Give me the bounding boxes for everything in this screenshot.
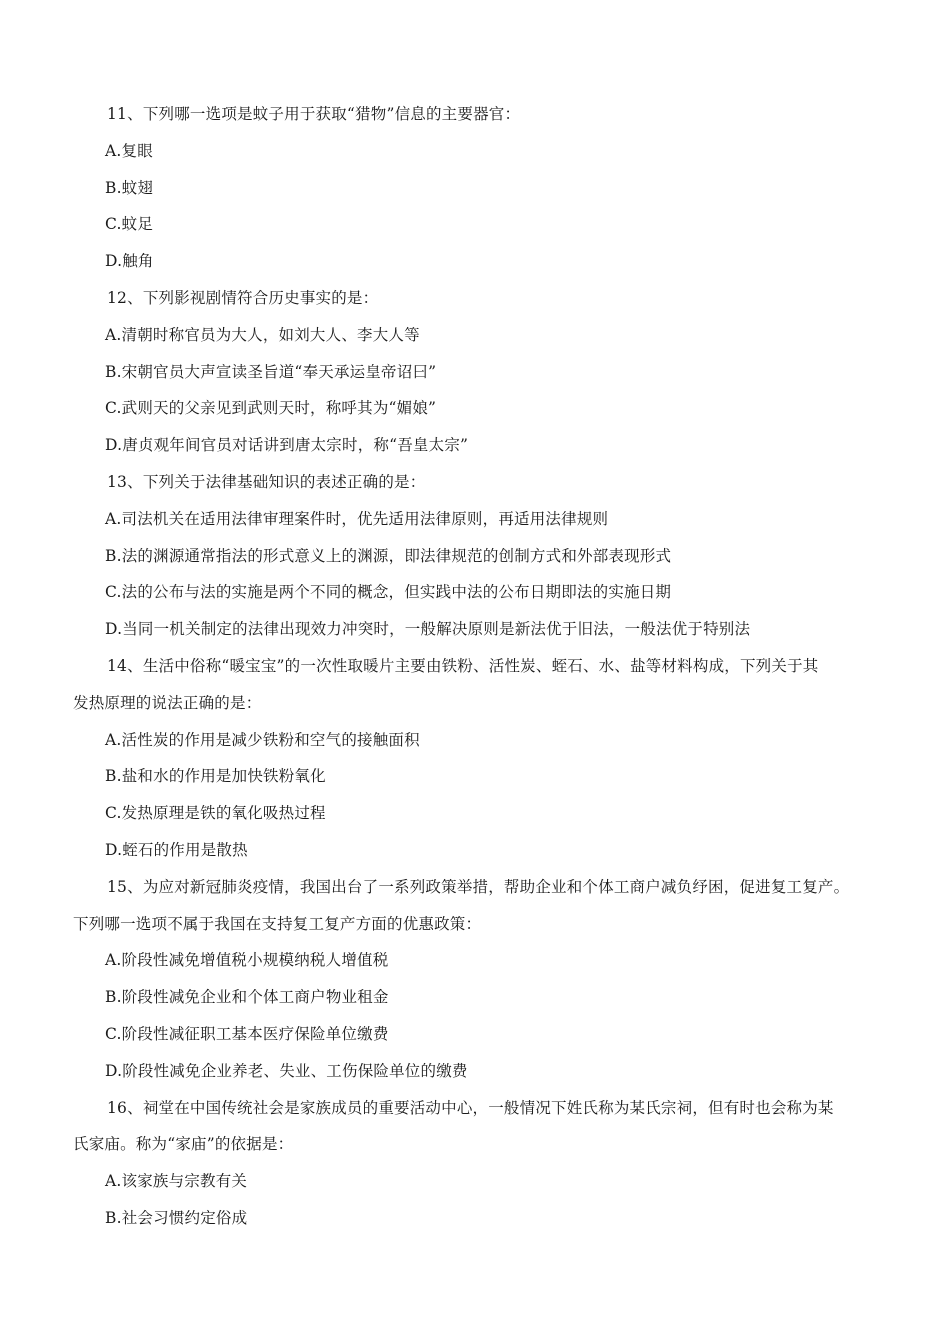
question-14-option-a: A.活性炭的作用是减少铁粉和空气的接触面积 — [105, 730, 420, 749]
question-14-option-b: B.盐和水的作用是加快铁粉氧化 — [105, 767, 326, 786]
question-14-option-d: D.蛭石的作用是散热 — [105, 840, 248, 859]
question-16-stem-cont: 氏家庙。称为“家庙”的依据是： — [73, 1135, 294, 1154]
question-15-option-c: C.阶段性减征职工基本医疗保险单位缴费 — [105, 1024, 389, 1043]
question-13-stem: 13、下列关于法律基础知识的表述正确的是： — [107, 472, 426, 491]
question-13-option-c: C.法的公布与法的实施是两个不同的概念，但实践中法的公布日期即法的实施日期 — [105, 583, 672, 602]
question-12-stem: 12、下列影视剧情符合历史事实的是： — [107, 288, 379, 307]
question-11-stem: 11、下列哪一选项是蚊子用于获取“猎物”信息的主要器官： — [107, 105, 521, 123]
question-12-option-d: D.唐贞观年间官员对话讲到唐太宗时，称“吾皇太宗” — [105, 436, 469, 455]
question-15-stem: 15、为应对新冠肺炎疫情，我国出台了一系列政策举措，帮助企业和个体工商户减负纾困，促进复工复产。 — [107, 877, 850, 896]
question-14-stem-cont: 发热原理的说法正确的是： — [73, 693, 262, 712]
question-15-option-d: D.阶段性减免企业养老、失业、工伤保险单位的缴费 — [105, 1061, 468, 1080]
exam-page — [0, 96, 950, 1237]
question-12-option-c: C.武则天的父亲见到武则天时，称呼其为“媚娘” — [105, 399, 437, 418]
question-12-option-b: B.宋朝官员大声宣读圣旨道“奉天承运皇帝诏曰” — [105, 362, 437, 381]
question-14-option-c: C.发热原理是铁的氧化吸热过程 — [105, 804, 326, 823]
question-11-option-a: A.复眼 — [105, 141, 153, 160]
question-15-option-a: A.阶段性减免增值税小规模纳税人增值税 — [105, 951, 389, 970]
question-11-option-d: D.触角 — [105, 252, 154, 271]
question-11-option-c: C.蚊足 — [105, 215, 154, 234]
question-16-stem: 16、祠堂在中国传统社会是家族成员的重要活动中心，一般情况下姓氏称为某氏宗祠，但有时也会称为某 — [107, 1098, 834, 1117]
question-15-option-b: B.阶段性减免企业和个体工商户物业租金 — [105, 988, 389, 1007]
question-12-option-a: A.清朝时称官员为大人，如刘大人、李大人等 — [105, 325, 420, 344]
question-13-option-a: A.司法机关在适用法律审理案件时，优先适用法律原则，再适用法律规则 — [105, 509, 609, 528]
question-13-option-b: B.法的渊源通常指法的形式意义上的渊源，即法律规范的创制方式和外部表现形式 — [105, 546, 672, 565]
question-13-option-d: D.当同一机关制定的法律出现效力冲突时，一般解决原则是新法优于旧法，一般法优于特别法 — [105, 620, 751, 639]
question-15-stem-cont: 下列哪一选项不属于我国在支持复工复产方面的优惠政策： — [73, 914, 482, 933]
question-11-option-b: B.蚊翅 — [105, 178, 154, 197]
question-14-stem: 14、生活中俗称“暖宝宝”的一次性取暖片主要由铁粉、活性炭、蛭石、水、盐等材料构成，下列关于其 — [107, 656, 819, 675]
question-16-option-a: A.该家族与宗教有关 — [105, 1172, 248, 1191]
question-16-option-b: B.社会习惯约定俗成 — [105, 1208, 248, 1227]
